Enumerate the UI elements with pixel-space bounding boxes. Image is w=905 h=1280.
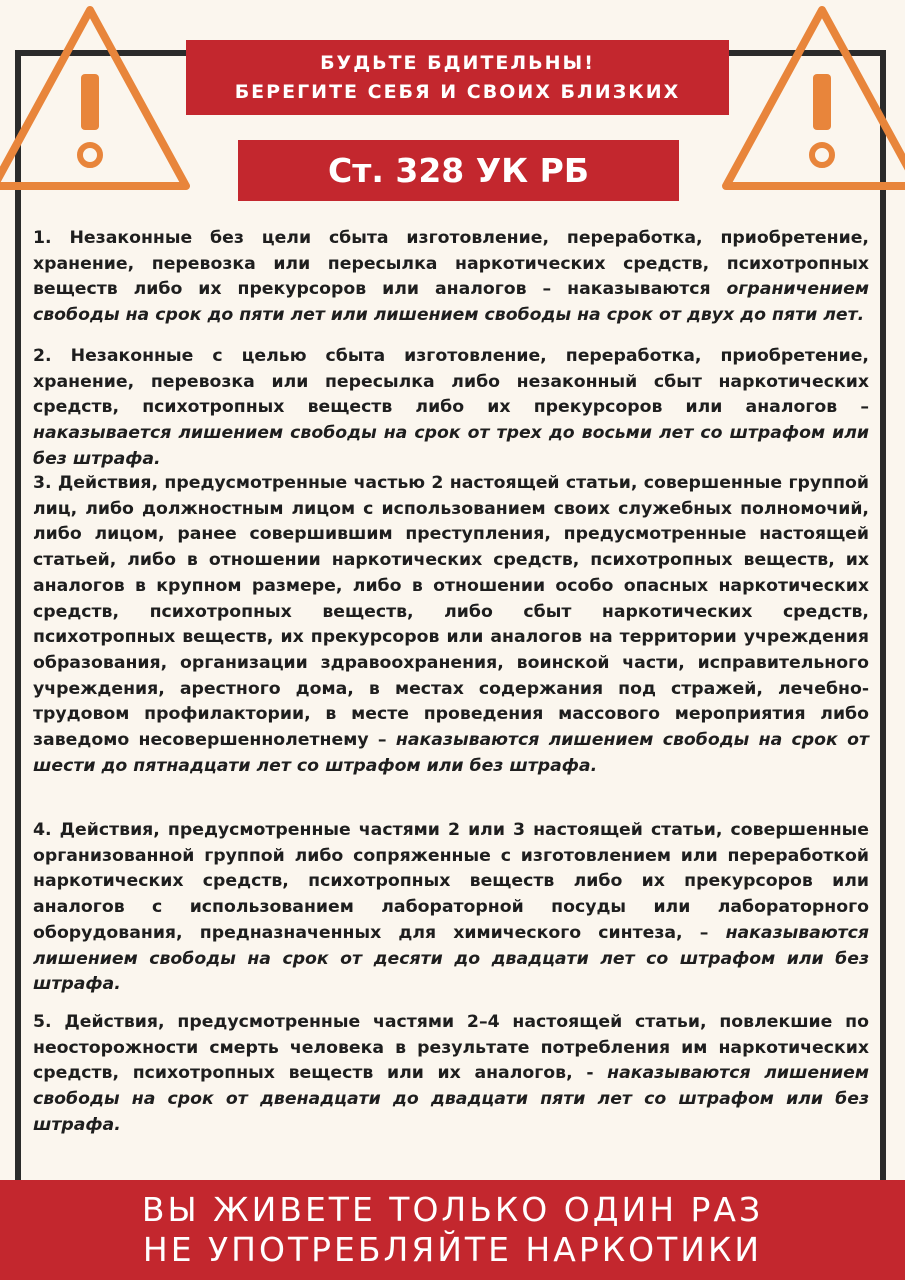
article-part-text: 4. Действия, предусмотренные частями 2 или 3 настоящей статьи, совершенные организованной группой либо сопряженные с изготовлением или переработкой наркотических средств, психотропных веществ либо их прекурсоров или аналогов с использованием лабораторной посуды или лабораторного оборудования, предназначенных для химического синтеза, –: [33, 820, 869, 943]
warning-triangle-icon: [0, 2, 193, 194]
warning-banner-line2: БЕРЕГИТЕ СЕБЯ И СВОИХ БЛИЗКИХ: [234, 81, 681, 103]
warning-banner: [186, 40, 729, 115]
warning-banner-line1: БУДЬТЕ БДИТЕЛЬНЫ!: [320, 52, 595, 74]
article-part-text: 1. Незаконные без цели сбыта изготовление, переработка, приобретение, хранение, перевозка или пересылка наркотических средств, психотропных веществ либо их прекурсоров или аналогов – наказываются: [33, 228, 869, 300]
footer-line2: НЕ УПОТРЕБЛЯЙТЕ НАРКОТИКИ: [142, 1230, 763, 1269]
article-part-text: 5. Действия, предусмотренные частями 2–4 настоящей статьи, повлекшие по неосторожности смерть человека в результате потребления им наркотических средств, психотропных веществ или их аналогов, -: [33, 1012, 869, 1084]
article-part-penalty: ограничением свободы на срок до пяти лет или лишением свободы на срок от двух до пяти лет.: [33, 279, 869, 326]
warning-triangle-icon: [720, 2, 905, 194]
article-title: Ст. 328 УК РБ: [238, 140, 679, 201]
article-part-5: [33, 1010, 869, 1139]
article-part-4: [33, 818, 869, 998]
footer-banner: [0, 1180, 905, 1280]
article-part-penalty: наказываются лишением свободы на срок от десяти до двадцати лет со штрафом или без штрафа.: [33, 922, 869, 995]
article-part-1: [33, 226, 869, 329]
article-part-text: 2. Незаконные с целью сбыта изготовление, переработка, приобретение, хранение, перевозка или пересылка либо незаконный сбыт наркотических средств, психотропных веществ либо их прекурсоров или аналогов –: [33, 346, 869, 418]
article-part-2: [33, 344, 869, 473]
article-part-penalty: наказываются лишением свободы на срок от шести до пятнадцати лет со штрафом или без штрафа.: [33, 730, 869, 776]
article-part-penalty: наказывается лишением свободы на срок от трех до восьми лет со штрафом или без штрафа.: [33, 423, 869, 469]
article-part-text: 3. Действия, предусмотренные частью 2 настоящей статьи, совершенные группой лиц, либо должностным лицом с использованием своих служебных полномочий, либо лицом, ранее совершившим преступления, предусмотренные настоящей статьей, либо в отношении наркотических средств, психотропных веществ, их аналогов в крупном размере, либо в отношении особо опасных наркотических средств, психотропных веществ, либо сбыт наркотических средств, психотропных веществ, их прекурсоров или аналогов на территории учреждения образования, организации здравоохранения, воинской части, исправительного учреждения, арестного дома, в местах содержания под стражей, лечебно-трудовом профилактории, в месте проведения массового мероприятия либо заведомо несовершеннолетнему –: [33, 473, 869, 751]
article-part-penalty: наказываются лишением свободы на срок от двенадцати до двадцати пяти лет со штрафом или без штрафа.: [33, 1063, 869, 1135]
article-part-3: [33, 471, 869, 779]
footer-line1: ВЫ ЖИВЕТЕ ТОЛЬКО ОДИН РАЗ: [141, 1190, 764, 1229]
